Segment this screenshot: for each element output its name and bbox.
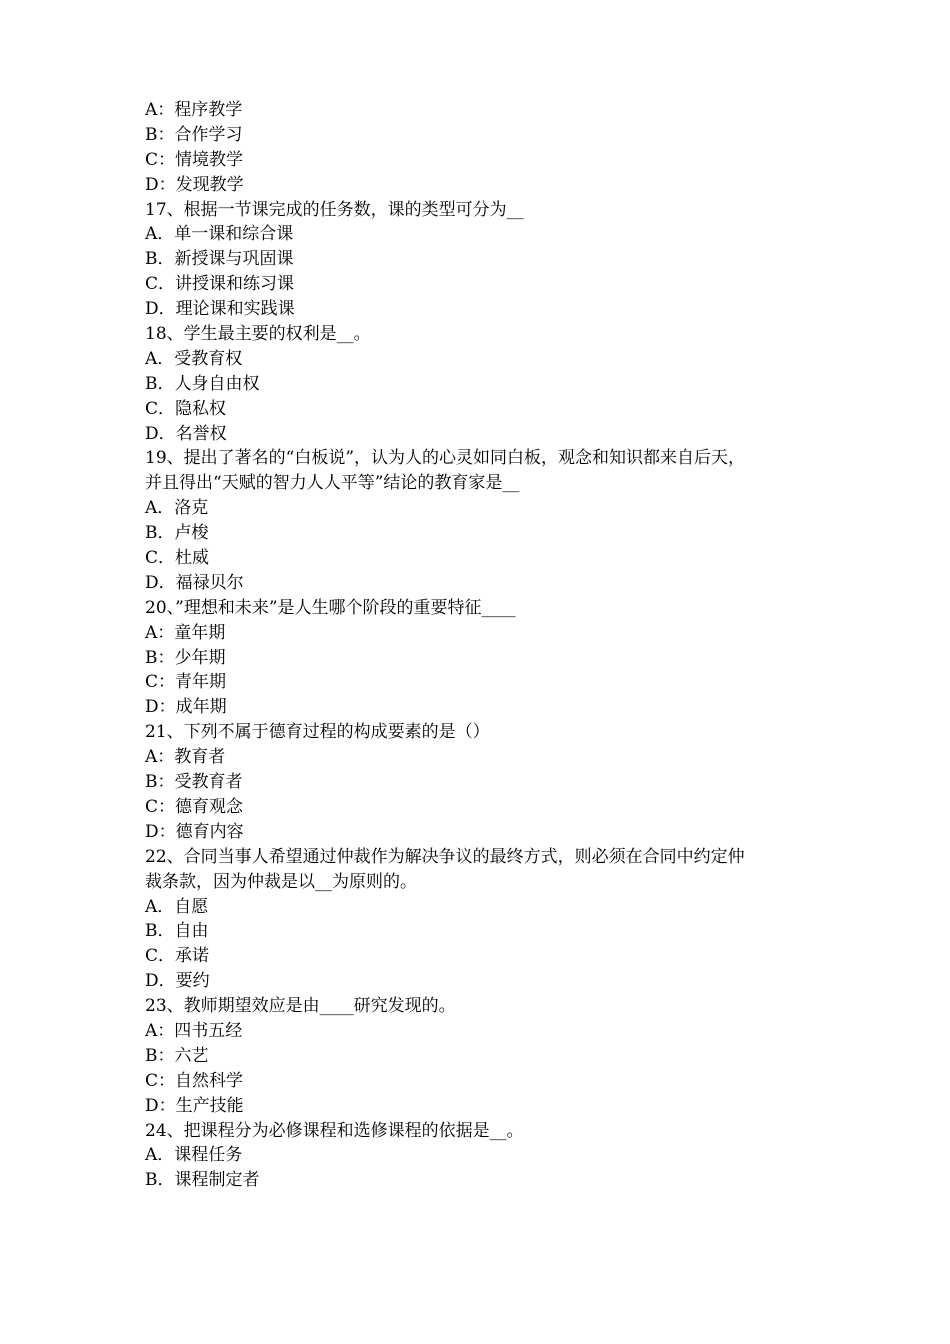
question-22-line-1: 22、合同当事人希望通过仲裁作为解决争议的最终方式，则必须在合同中约定仲 [145, 846, 745, 867]
option-16-c: C：情境教学 [145, 149, 244, 170]
option-18-b: B．人身自由权 [145, 373, 260, 394]
option-19-b: B．卢梭 [145, 523, 209, 544]
option-24-b: B．课程制定者 [145, 1170, 260, 1191]
option-21-a: A：教育者 [145, 747, 226, 768]
option-22-d: D．要约 [145, 971, 210, 992]
question-20: 20、”理想和未来”是人生哪个阶段的重要特征____ [145, 597, 516, 618]
option-24-a: A．课程任务 [145, 1145, 243, 1166]
option-16-d: D：发现教学 [145, 174, 244, 195]
option-22-c: C．承诺 [145, 946, 210, 967]
question-24: 24、把课程分为必修课程和选修课程的依据是__。 [145, 1120, 524, 1141]
question-21: 21、下列不属于德育过程的构成要素的是（） [145, 722, 490, 743]
option-23-c: C：自然科学 [145, 1070, 244, 1091]
option-20-c: C：青年期 [145, 672, 227, 693]
question-18: 18、学生最主要的权利是__。 [145, 324, 371, 345]
option-17-d: D．理论课和实践课 [145, 299, 295, 320]
option-16-b: B：合作学习 [145, 124, 243, 145]
option-20-b: B：少年期 [145, 647, 226, 668]
option-21-c: C：德育观念 [145, 796, 244, 817]
document-page [145, 98, 825, 1193]
option-18-c: C．隐私权 [145, 398, 227, 419]
option-22-a: A．自愿 [145, 896, 209, 917]
option-19-d: D．福禄贝尔 [145, 572, 244, 593]
question-22-line-2: 裁条款，因为仲裁是以__为原则的。 [145, 871, 417, 892]
option-19-c: C．杜威 [145, 548, 210, 569]
option-17-b: B．新授课与巩固课 [145, 249, 294, 270]
option-23-b: B：六艺 [145, 1045, 209, 1066]
option-20-d: D：成年期 [145, 697, 227, 718]
option-20-a: A：童年期 [145, 622, 226, 643]
question-19-line-2: 并且得出“天赋的智力人人平等”结论的教育家是__ [145, 473, 520, 494]
option-18-a: A．受教育权 [145, 348, 243, 369]
option-23-a: A：四书五经 [145, 1020, 243, 1041]
question-23: 23、教师期望效应是由____研究发现的。 [145, 996, 456, 1017]
option-19-a: A．洛克 [145, 498, 209, 519]
option-22-b: B．自由 [145, 921, 209, 942]
option-16-a: A：程序教学 [145, 100, 243, 120]
option-17-a: A．单一课和综合课 [145, 224, 294, 245]
option-21-d: D：德育内容 [145, 821, 244, 842]
question-19-line-1: 19、提出了著名的“白板说”，认为人的心灵如同白板，观念和知识都来自后天， [145, 448, 746, 469]
option-21-b: B：受教育者 [145, 772, 243, 793]
option-23-d: D：生产技能 [145, 1095, 244, 1116]
option-17-c: C．讲授课和练习课 [145, 274, 295, 295]
option-18-d: D．名誉权 [145, 423, 227, 444]
question-17: 17、根据一节课完成的任务数，课的类型可分为__ [145, 199, 524, 220]
